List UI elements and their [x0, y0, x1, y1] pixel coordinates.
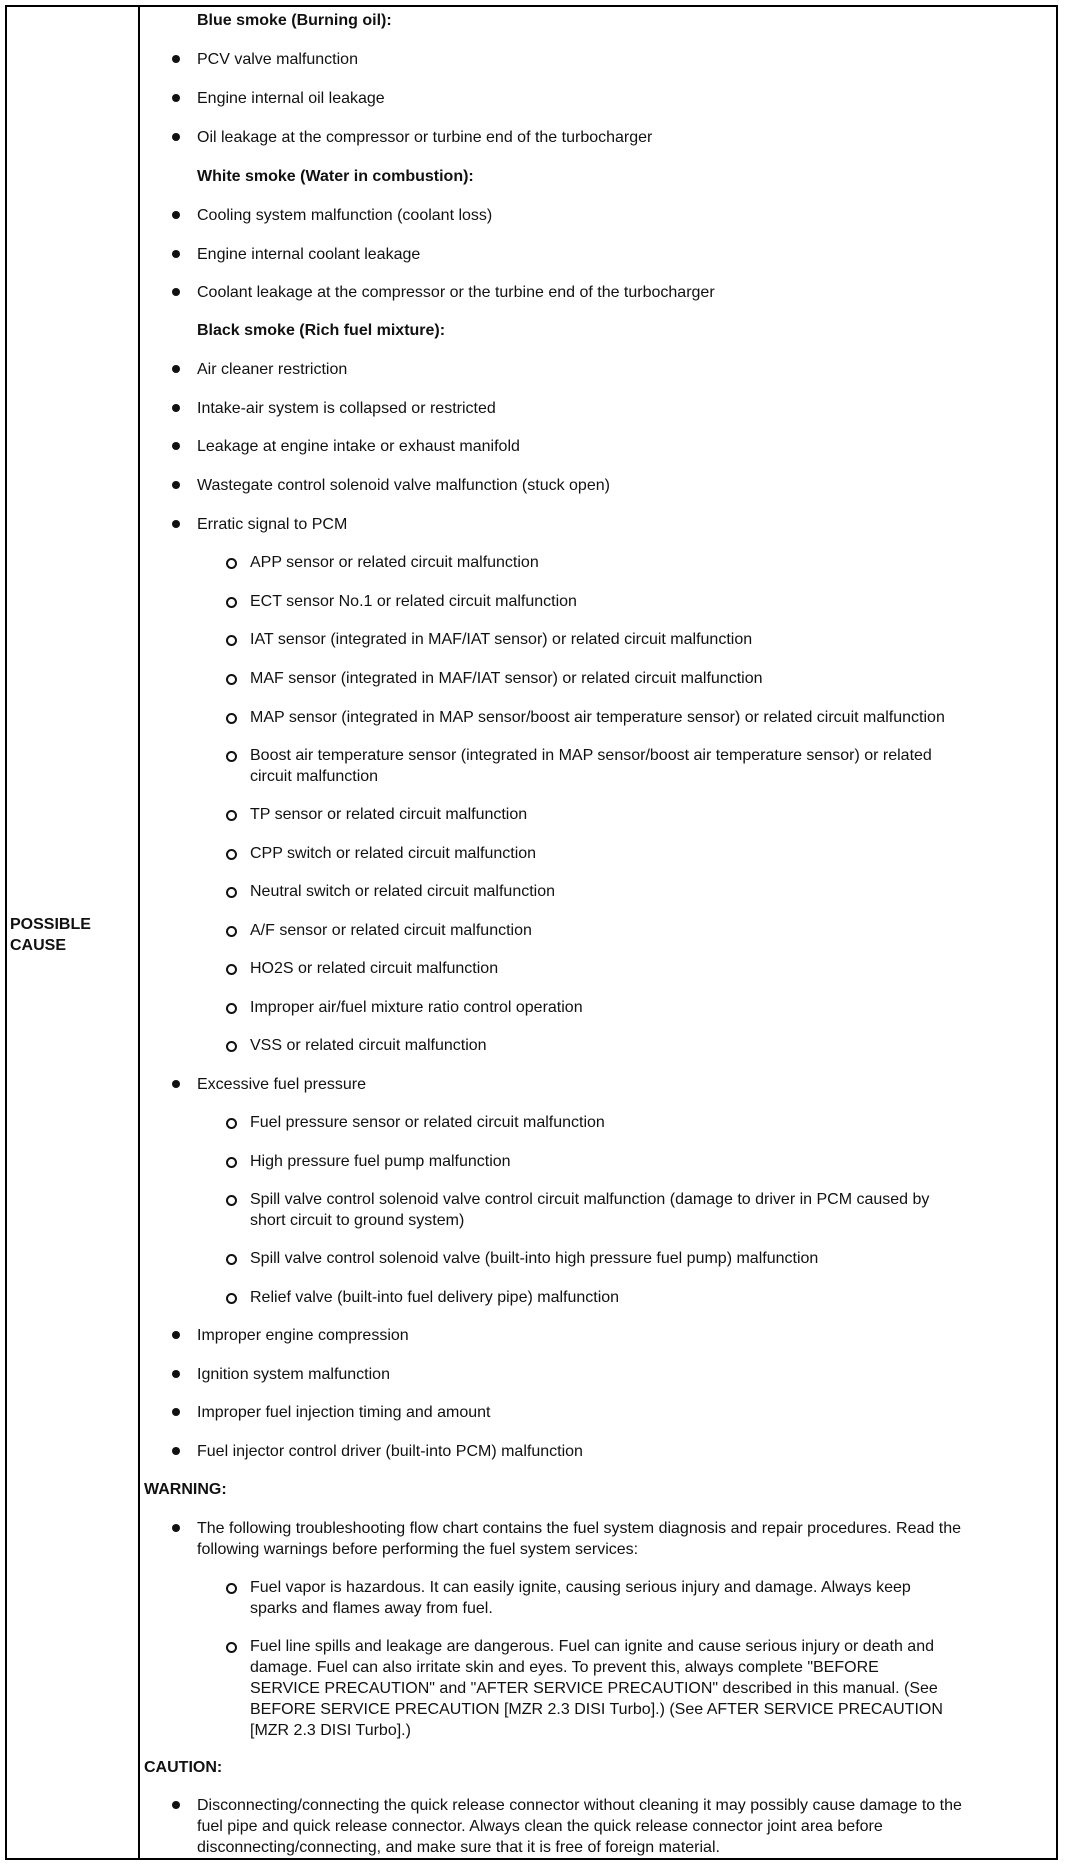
list-item: Erratic signal to PCM	[197, 516, 348, 533]
heading-black-smoke: Black smoke (Rich fuel mixture):	[197, 322, 446, 339]
list-item: Excessive fuel pressure	[197, 1076, 366, 1093]
bullet-icon	[172, 250, 180, 258]
sub-bullet-icon	[226, 1157, 237, 1168]
bullet-icon	[172, 442, 180, 450]
warning-sub1-line-1: Fuel vapor is hazardous. It can easily ignite, causing serious injury and damage. Always keep	[250, 1579, 911, 1596]
list-item: Wastegate control solenoid valve malfunction (stuck open)	[197, 477, 610, 494]
sub-list-item: Improper air/fuel mixture ratio control operation	[250, 999, 583, 1016]
bullet-icon	[172, 288, 180, 296]
sub-bullet-icon	[226, 849, 237, 860]
list-item: Cooling system malfunction (coolant loss)	[197, 207, 493, 224]
sub-list-item-continuation: short circuit to ground system)	[250, 1212, 465, 1229]
sub-bullet-icon	[226, 1041, 237, 1052]
warning-sub2-line-2: damage. Fuel can also irritate skin and eyes. To prevent this, always complete "BEFORE	[250, 1659, 879, 1676]
sub-list-item: Relief valve (built-into fuel delivery pipe) malfunction	[250, 1289, 620, 1306]
list-item: Fuel injector control driver (built-into PCM) malfunction	[197, 1443, 583, 1460]
warning-heading: WARNING:	[144, 1481, 227, 1498]
caution-text-line-2: fuel pipe and quick release connector. Always clean the quick release connector joint area before	[197, 1818, 883, 1835]
sub-bullet-icon	[226, 1583, 237, 1594]
sub-list-item: TP sensor or related circuit malfunction	[250, 806, 528, 823]
sub-bullet-icon	[226, 964, 237, 975]
sub-bullet-icon	[226, 887, 237, 898]
sub-list-item: IAT sensor (integrated in MAF/IAT sensor) or related circuit malfunction	[250, 631, 753, 648]
sub-bullet-icon	[226, 713, 237, 724]
warning-text-line-2: following warnings before performing the fuel system services:	[197, 1541, 639, 1558]
sub-bullet-icon	[226, 597, 237, 608]
sub-bullet-icon	[226, 1642, 237, 1653]
sub-bullet-icon	[226, 1195, 237, 1206]
bullet-icon	[172, 1447, 180, 1455]
bullet-icon	[172, 55, 180, 63]
list-item: Oil leakage at the compressor or turbine end of the turbocharger	[197, 129, 653, 146]
column-divider	[138, 5, 140, 1860]
sub-list-item: MAP sensor (integrated in MAP sensor/boost air temperature sensor) or related circuit malfunction	[250, 709, 945, 726]
sub-bullet-icon	[226, 674, 237, 685]
row-label-line-1: POSSIBLE	[10, 916, 91, 933]
list-item: Coolant leakage at the compressor or the turbine end of the turbocharger	[197, 284, 715, 301]
heading-white-smoke: White smoke (Water in combustion):	[197, 168, 474, 185]
sub-list-item: Spill valve control solenoid valve control circuit malfunction (damage to driver in PCM caused by	[250, 1191, 930, 1208]
list-item: Intake-air system is collapsed or restricted	[197, 400, 496, 417]
caution-text-line-3: disconnecting/connecting, and make sure that it is free of foreign material.	[197, 1839, 720, 1856]
warning-text-line-1: The following troubleshooting flow chart contains the fuel system diagnosis and repair procedures. Read the	[197, 1520, 961, 1537]
bullet-icon	[172, 133, 180, 141]
row-label	[10, 914, 91, 956]
sub-list-item: MAF sensor (integrated in MAF/IAT sensor) or related circuit malfunction	[250, 670, 763, 687]
bullet-icon	[172, 1331, 180, 1339]
list-item: Improper fuel injection timing and amount	[197, 1404, 491, 1421]
sub-list-item: APP sensor or related circuit malfunction	[250, 554, 539, 571]
bullet-icon	[172, 1408, 180, 1416]
warning-sub1-line-2: sparks and flames away from fuel.	[250, 1600, 493, 1617]
list-item: PCV valve malfunction	[197, 51, 358, 68]
sub-list-item: Boost air temperature sensor (integrated in MAP sensor/boost air temperature sensor) or related	[250, 747, 932, 764]
bullet-icon	[172, 1370, 180, 1378]
bullet-icon	[172, 211, 180, 219]
sub-bullet-icon	[226, 810, 237, 821]
sub-list-item: CPP switch or related circuit malfunction	[250, 845, 537, 862]
sub-bullet-icon	[226, 926, 237, 937]
warning-sub2-line-5: [MZR 2.3 DISI Turbo].)	[250, 1722, 411, 1739]
list-item: Ignition system malfunction	[197, 1366, 390, 1383]
sub-list-item-continuation: circuit malfunction	[250, 768, 379, 785]
warning-sub2-line-4: BEFORE SERVICE PRECAUTION [MZR 2.3 DISI Turbo].) (See AFTER SERVICE PRECAUTION	[250, 1701, 943, 1718]
sub-bullet-icon	[226, 558, 237, 569]
sub-list-item: ECT sensor No.1 or related circuit malfunction	[250, 593, 577, 610]
sub-bullet-icon	[226, 1118, 237, 1129]
sub-list-item: Fuel pressure sensor or related circuit malfunction	[250, 1114, 605, 1131]
sub-list-item: High pressure fuel pump malfunction	[250, 1153, 511, 1170]
warning-sub2-line-3: SERVICE PRECAUTION" and "AFTER SERVICE PRECAUTION" described in this manual. (See	[250, 1680, 938, 1697]
bullet-icon	[172, 520, 180, 528]
bullet-icon	[172, 481, 180, 489]
list-item: Leakage at engine intake or exhaust manifold	[197, 438, 520, 455]
bullet-icon	[172, 1524, 180, 1532]
list-item: Engine internal coolant leakage	[197, 246, 421, 263]
bullet-icon	[172, 94, 180, 102]
sub-bullet-icon	[226, 751, 237, 762]
row-label-line-2: CAUSE	[10, 937, 67, 954]
sub-list-item: A/F sensor or related circuit malfunction	[250, 922, 532, 939]
caution-text-line-1: Disconnecting/connecting the quick release connector without cleaning it may possibly cause damage to the	[197, 1797, 962, 1814]
sub-bullet-icon	[226, 1254, 237, 1265]
warning-sub2-line-1: Fuel line spills and leakage are dangerous. Fuel can ignite and cause serious injury or death and	[250, 1638, 934, 1655]
list-item: Improper engine compression	[197, 1327, 409, 1344]
sub-bullet-icon	[226, 635, 237, 646]
sub-bullet-icon	[226, 1293, 237, 1304]
sub-list-item: HO2S or related circuit malfunction	[250, 960, 499, 977]
sub-bullet-icon	[226, 1003, 237, 1014]
bullet-icon	[172, 404, 180, 412]
caution-heading: CAUTION:	[144, 1759, 223, 1776]
bullet-icon	[172, 1080, 180, 1088]
list-item: Engine internal oil leakage	[197, 90, 385, 107]
heading-blue-smoke: Blue smoke (Burning oil):	[197, 12, 392, 29]
bullet-icon	[172, 1801, 180, 1809]
sub-list-item: VSS or related circuit malfunction	[250, 1037, 487, 1054]
list-item: Air cleaner restriction	[197, 361, 348, 378]
sub-list-item: Neutral switch or related circuit malfunction	[250, 883, 556, 900]
bullet-icon	[172, 365, 180, 373]
sub-list-item: Spill valve control solenoid valve (built-into high pressure fuel pump) malfunction	[250, 1250, 819, 1267]
